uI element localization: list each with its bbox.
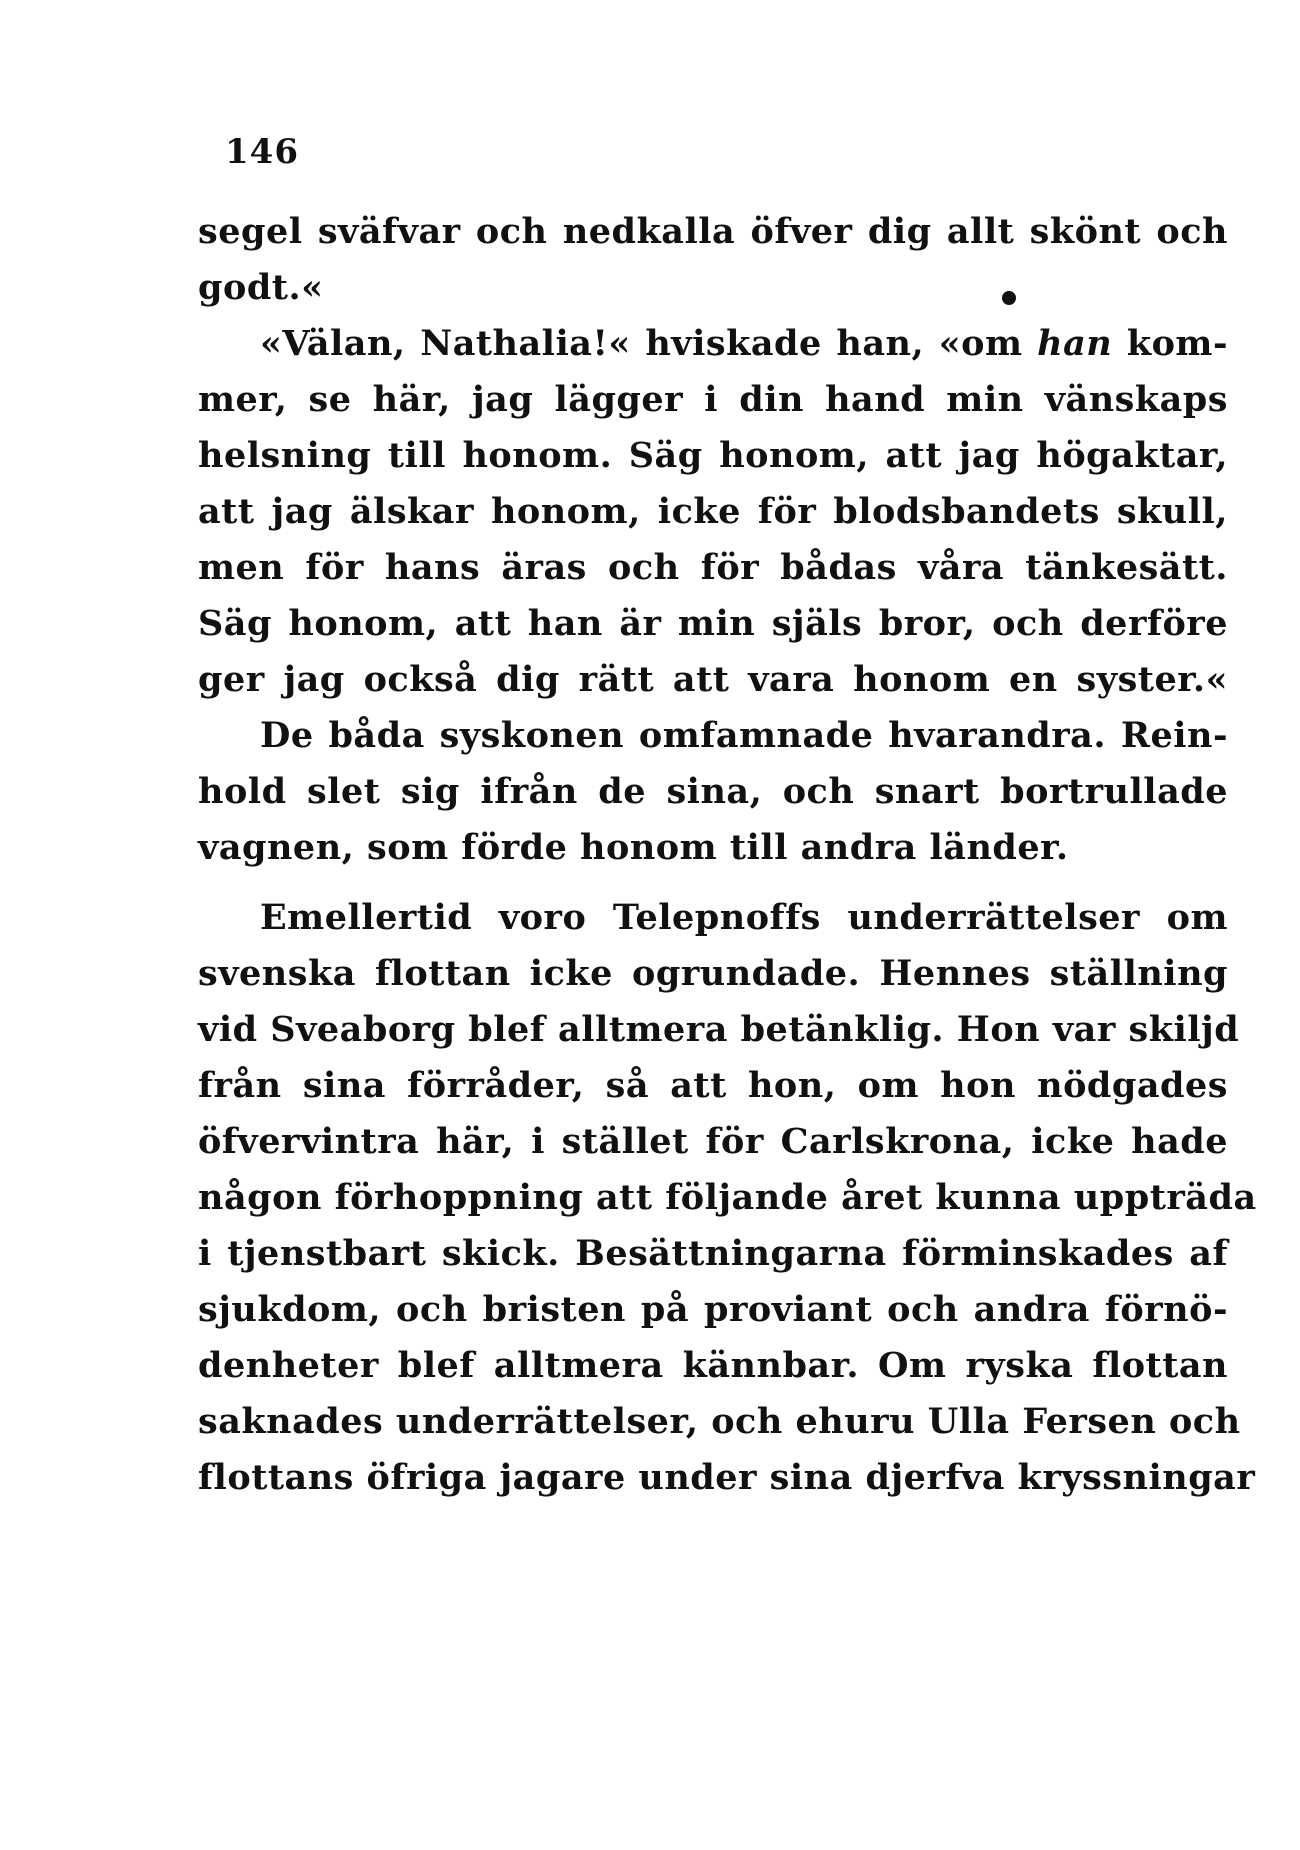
text-line: vagnen, som förde honom till andra länder. — [198, 827, 1069, 868]
italic-word: han — [1037, 323, 1113, 364]
text-line: Emellertid voro Telepnoffs underrättelser om — [260, 897, 1228, 938]
text-line: svenska flottan icke ogrundade. Hennes ställning — [198, 953, 1228, 994]
text-segment: «Välan, Nathalia!« hviskade han, «om — [260, 323, 1038, 364]
text-line: denheter blef alltmera kännbar. Om ryska flottan — [198, 1345, 1228, 1386]
text-line: att jag älskar honom, icke för blodsbandets skull, — [198, 491, 1228, 532]
text-line: öfvervintra här, i stället för Carlskrona, icke hade — [198, 1121, 1228, 1162]
text-line: men för hans äras och för bådas våra tänkesätt. — [198, 547, 1228, 588]
text-line: ger jag också dig rätt att vara honom en syster.« — [198, 659, 1228, 700]
text-line: flottans öfriga jagare under sina djerfva kryssningar — [198, 1457, 1256, 1498]
text-line: Säg honom, att han är min själs bror, och derföre — [198, 603, 1228, 644]
page-number: 146 — [225, 132, 299, 172]
text-line: i tjenstbart skick. Besättningarna förminskades af — [198, 1233, 1228, 1274]
text-line: hold slet sig ifrån de sina, och snart bortrullade — [198, 771, 1228, 812]
text-line: saknades underrättelser, och ehuru Ulla Fersen och — [198, 1401, 1241, 1442]
text-line: från sina förråder, så att hon, om hon nödgades — [198, 1065, 1228, 1106]
text-line: segel sväfvar och nedkalla öfver dig allt skönt och — [198, 211, 1228, 252]
text-line: De båda syskonen omfamnade hvarandra. Rein- — [260, 715, 1228, 756]
text-line: helsning till honom. Säg honom, att jag högaktar, — [198, 435, 1228, 476]
text-line: vid Sveaborg blef alltmera betänklig. Hon var skiljd — [198, 1009, 1240, 1050]
text-line: sjukdom, och bristen på proviant och andra förnö- — [198, 1289, 1228, 1330]
text-segment: kom- — [1112, 323, 1228, 364]
text-line: godt.« — [198, 267, 324, 308]
text-line — [260, 314, 1228, 374]
text-line: mer, se här, jag lägger i din hand min vänskaps — [198, 379, 1228, 420]
text-line: någon förhoppning att följande året kunna uppträda — [198, 1177, 1257, 1218]
